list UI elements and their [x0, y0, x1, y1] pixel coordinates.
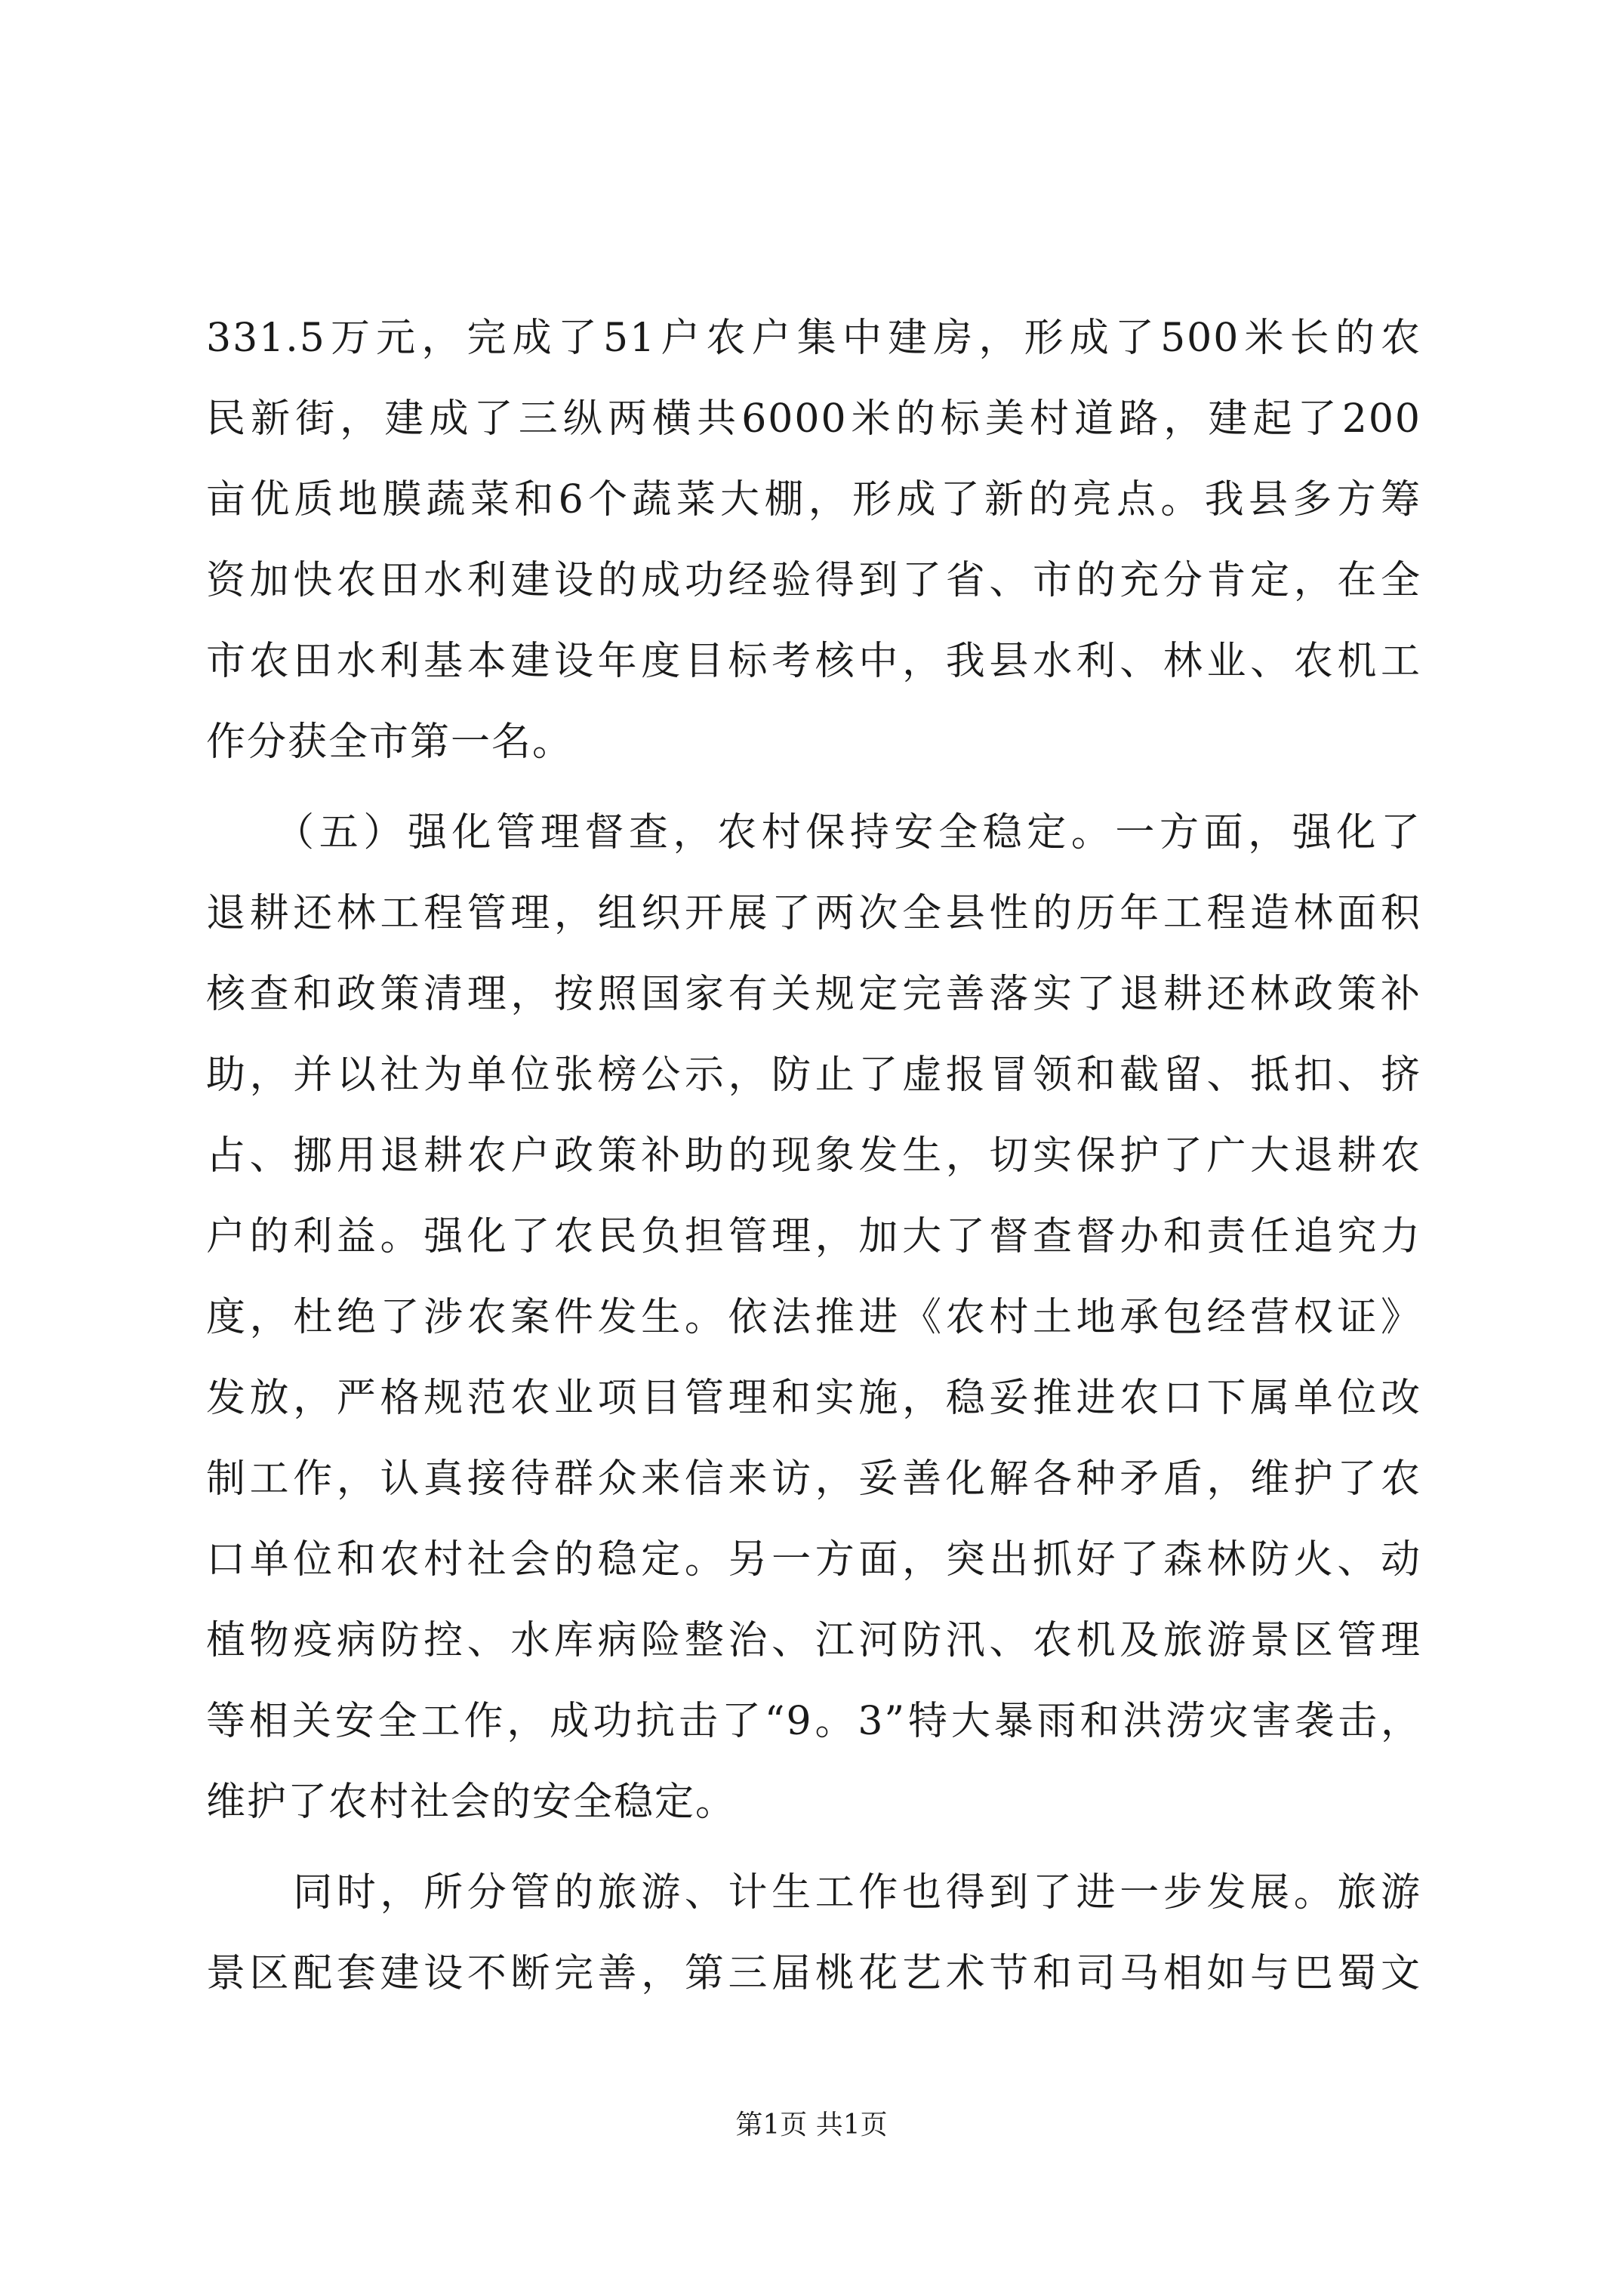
text-line: 景区配套建设不断完善，第三届桃花艺术节和司马相如与巴蜀文 — [206, 1951, 1421, 1996]
text-line: 市农田水利基本建设年度目标考核中，我县水利、林业、农机工 — [206, 639, 1421, 684]
paragraph-gap — [206, 783, 1421, 793]
text-line: 占、挪用退耕农户政策补助的现象发生，切实保护了广大退耕农 — [206, 1133, 1421, 1179]
text-line: （五）强化管理督查，农村保持安全稳定。一方面，强化了 — [206, 810, 1421, 855]
text-line: 331.5万元，完成了51户农户集中建房，形成了500米长的农 — [206, 316, 1421, 361]
text-line: 核查和政策清理，按照国家有关规定完善落实了退耕还林政策补 — [206, 972, 1421, 1017]
text-line: 维护了农村社会的安全稳定。 — [206, 1780, 737, 1825]
text-line: 发放，严格规范农业项目管理和实施，稳妥推进农口下属单位改 — [206, 1376, 1421, 1421]
text-line: 亩优质地膜蔬菜和6个蔬菜大棚，形成了新的亮点。我县多方筹 — [206, 477, 1421, 522]
body-text — [206, 298, 1421, 2014]
text-line: 作分获全市第一名。 — [206, 720, 574, 765]
page-footer: 第1页 共1页 — [735, 2110, 888, 2140]
text-line: 同时，所分管的旅游、计生工作也得到了进一步发展。旅游 — [206, 1870, 1421, 1915]
text-line: 度，杜绝了涉农案件发生。依法推进《农村土地承包经营权证》 — [206, 1295, 1421, 1340]
text-line: 制工作，认真接待群众来信来访，妥善化解各种矛盾，维护了农 — [206, 1456, 1421, 1502]
paragraph-1 — [206, 298, 1421, 783]
text-line: 民新街，建成了三纵两横共6000米的标美村道路，建起了200 — [206, 396, 1421, 442]
paragraph-3 — [206, 1853, 1421, 2014]
text-line: 户的利益。强化了农民负担管理，加大了督查督办和责任追究力 — [206, 1214, 1421, 1259]
text-line: 退耕还林工程管理，组织开展了两次全县性的历年工程造林面积 — [206, 891, 1421, 936]
paragraph-2 — [206, 793, 1421, 1843]
text-line: 助，并以社为单位张榜公示，防止了虚报冒领和截留、抵扣、挤 — [206, 1052, 1421, 1098]
text-line: 资加快农田水利建设的成功经验得到了省、市的充分肯定，在全 — [206, 558, 1421, 603]
text-line: 等相关安全工作，成功抗击了“9。3”特大暴雨和洪涝灾害袭击， — [206, 1699, 1421, 1744]
paragraph-gap — [206, 1843, 1421, 1853]
text-line: 口单位和农村社会的稳定。另一方面，突出抓好了森林防火、动 — [206, 1537, 1421, 1583]
text-line: 植物疫病防控、水库病险整治、江河防汛、农机及旅游景区管理 — [206, 1618, 1421, 1663]
